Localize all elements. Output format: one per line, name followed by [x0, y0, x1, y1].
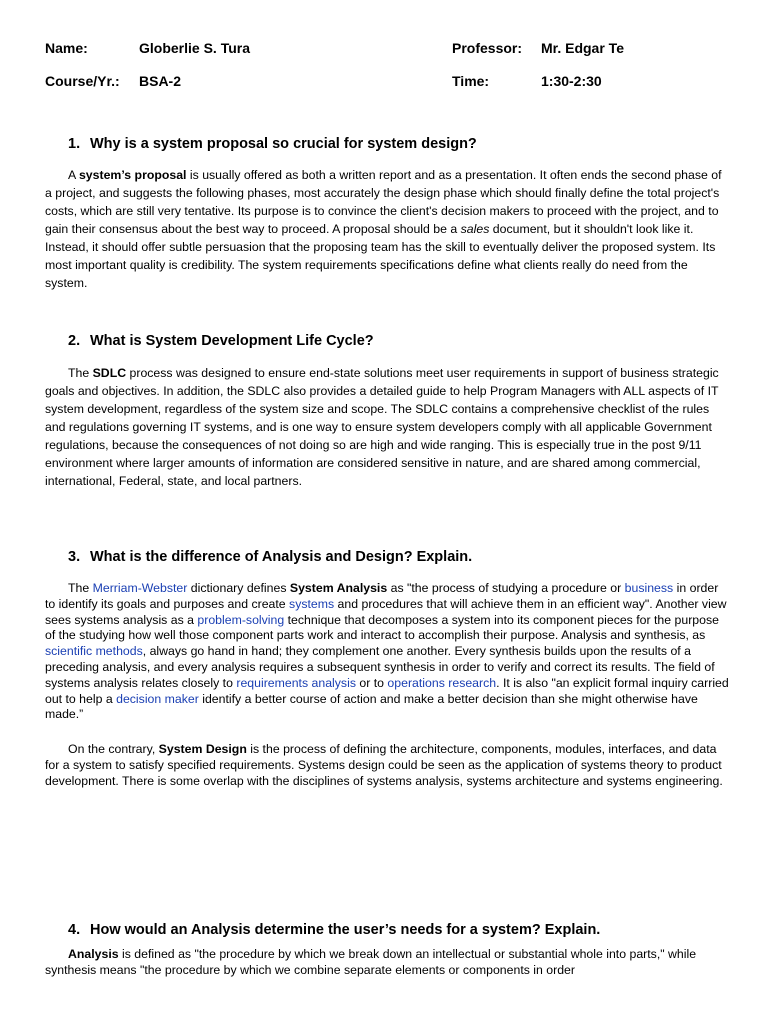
bold-term: Analysis — [68, 947, 119, 961]
business-link[interactable]: business — [624, 581, 674, 595]
operations-research-link[interactable]: operations research — [387, 675, 497, 690]
question-3-heading — [68, 549, 472, 565]
question-text: Why is a system proposal so crucial for system design? — [90, 136, 477, 152]
text-run: The — [68, 581, 93, 595]
text-run: document, but it shouldn't look like it. Instead, it should offer subtle persuasion that the proposing team has the skill to eventually deliver the proposed system. Its most important quality is credibility. — [45, 222, 716, 272]
question-text: How would an Analysis determine the user’s needs for a system? Explain. — [90, 922, 601, 938]
question-text: What is System Development Life Cycle? — [90, 333, 374, 349]
time-label: Time: — [452, 73, 490, 89]
text-run: . It is also "an explicit formal inquiry carried out to help a — [45, 675, 729, 706]
text-run: identify a better course of action and make a better decision than she might otherwise have made.” — [45, 691, 698, 722]
text-run: is defined as "the procedure by which we break down an intellectual or substantial whole into parts," while synthesis means "the procedure by which we combine separate elements or components in order — [45, 947, 697, 977]
italic-term: sales — [460, 222, 490, 236]
text-run: On the contrary, — [68, 742, 159, 756]
problem-solving-link[interactable]: problem-solving — [197, 612, 285, 627]
question-number: 3. — [68, 549, 81, 565]
text-run: dictionary defines — [187, 581, 290, 595]
text-run: The system requirements specifications define what clients really do need from the system. — [45, 258, 688, 290]
scientific-methods-link[interactable]: scientific methods — [45, 644, 143, 659]
question-number: 1. — [68, 136, 81, 152]
bold-term: system’s proposal — [78, 168, 187, 182]
requirements-analysis-link[interactable]: requirements analysis — [236, 675, 356, 690]
decision-maker-link[interactable]: decision maker — [116, 691, 199, 706]
answer-2-paragraph — [45, 364, 730, 490]
question-2-heading — [68, 333, 374, 349]
answer-4-paragraph — [45, 947, 730, 979]
text-run: technique that decomposes a system into its component pieces for the purpose of the studying how well those component parts work and interact to accomplish their purpose. Analysis and synthesis, as — [45, 612, 719, 643]
question-number: 4. — [68, 922, 81, 938]
professor-value: Mr. Edgar Te — [541, 40, 624, 56]
question-text: What is the difference of Analysis and Design? Explain. — [90, 549, 473, 565]
course-label: Course/Yr.: — [45, 73, 120, 89]
question-number: 2. — [68, 333, 81, 349]
professor-label: Professor: — [452, 40, 523, 56]
text-run: is usually offered as both a written report and as a presentation. It often ends the second phase of a project, and suggests the following phases, most accurately the design phase which should finally define the total project's costs, which are still very tentative. Its purpose is to convince the client's decision makers to proceed with the project, and to gain their consensus about the best way to proceed. A proposal should be a — [45, 168, 722, 236]
text-run: A — [68, 168, 79, 182]
time-value: 1:30-2:30 — [541, 73, 602, 89]
question-1-heading — [68, 136, 477, 152]
answer-3-paragraph-1 — [45, 581, 730, 723]
systems-link[interactable]: systems — [289, 596, 335, 611]
bold-term: SDLC — [92, 366, 127, 380]
answer-1-paragraph — [45, 166, 730, 292]
course-value: BSA-2 — [139, 73, 182, 89]
answer-3-paragraph-2 — [45, 742, 730, 789]
text-run: or to — [355, 675, 388, 690]
name-label: Name: — [45, 40, 88, 56]
bold-term: System Design — [158, 742, 247, 756]
bold-term: System Analysis — [289, 581, 388, 595]
merriam-webster-link[interactable]: Merriam-Webster — [92, 581, 188, 595]
text-run: , always go hand in hand; they complement one another. Every synthesis builds upon the results of a preceding analysis, and every analysis requires a subsequent synthesis in order to verify and correct its results. The field of systems analysis relates closely to — [45, 644, 715, 690]
text-run: as "the process of studying a procedure or — [387, 581, 625, 595]
question-4-heading — [68, 922, 600, 938]
text-run: is the process of defining the architecture, components, modules, interfaces, and data for a system to satisfy specified requirements. Systems design could be seen as the application of systems theory to product development. There is some overlap with the disciplines of systems analysis, systems architecture and systems engineering. — [45, 742, 723, 788]
name-value: Globerlie S. Tura — [139, 40, 250, 56]
text-run: in order to identify its goals and purposes and create — [45, 581, 719, 611]
text-run: The — [68, 366, 93, 380]
text-run: process was designed to ensure end-state solutions meet user requirements in support of business strategic goals and objectives. In addition, the SDLC also provides a detailed guide to help Program Managers with ALL aspects of IT system development, regardless of the system size and scope. The SDLC contains a comprehensive checklist of the rules and regulations governing IT systems, and is one way to ensure system developers comply with all applicable Government regulations, because the consequences of not doing so are high and wide ranging. This is especially true in the post 9/11 environment where larger amounts of information are considered sensitive in nature, and are shared among commercial, international, Federal, state, and local partners. — [45, 366, 719, 488]
text-run: and procedures that will achieve them in an efficient way". Another view sees systems analysis as a — [45, 596, 727, 627]
